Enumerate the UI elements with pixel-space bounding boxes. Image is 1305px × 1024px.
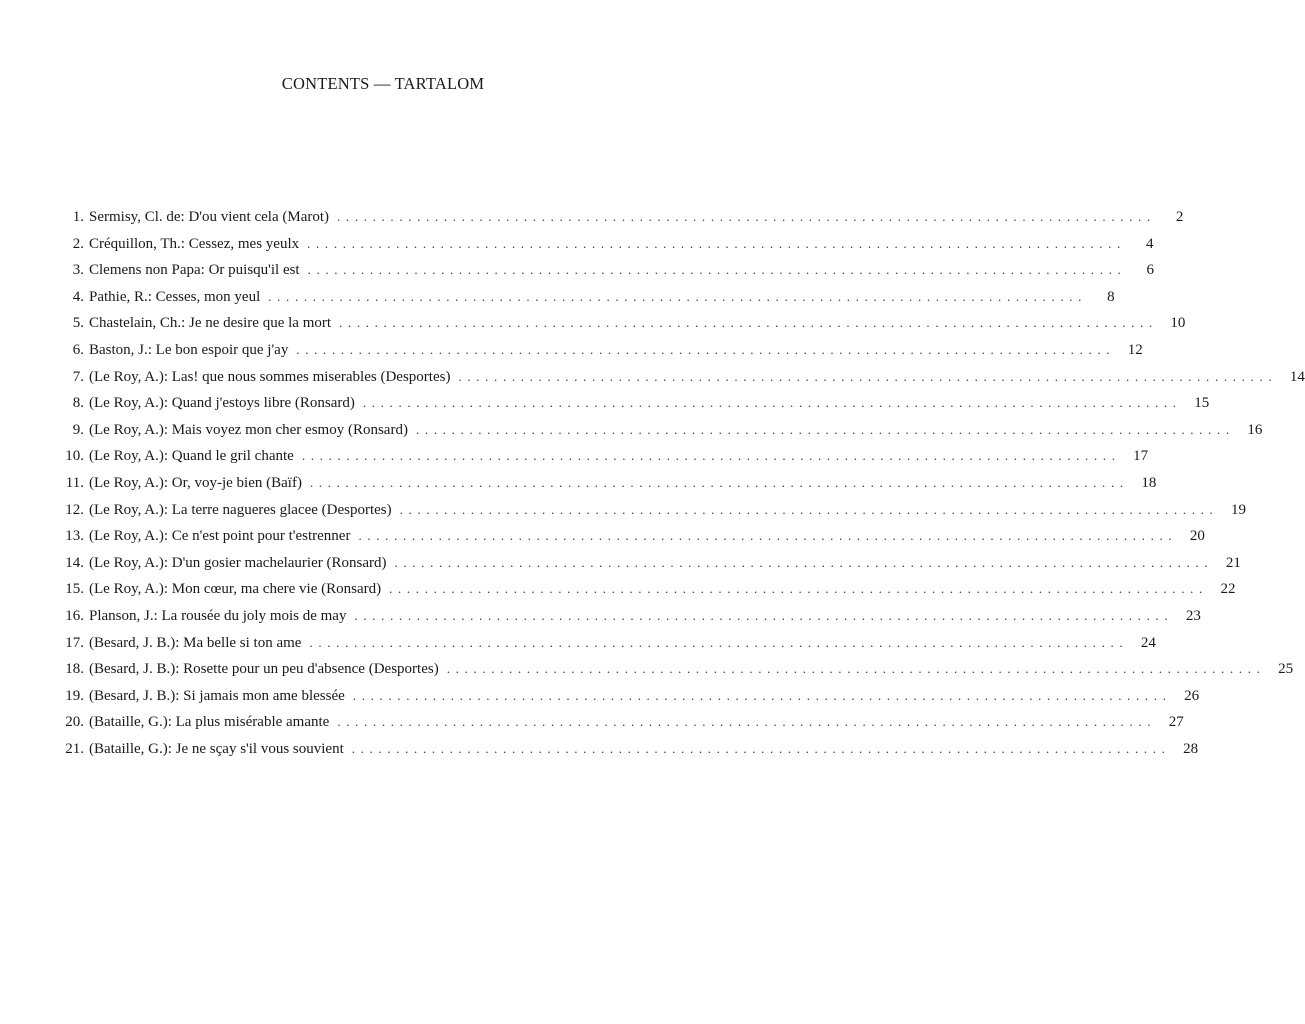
toc-entry (58, 341, 1143, 369)
toc-entry (58, 661, 1294, 688)
dot-leader: . . . . . . . . . . . . . . . . . . . . . . . . . . . . . . . . . . . . . . . . . . . . . . . . . . . . . . . . . . . . . . . . . . . . . . . . . . . . . . . . . . . . . . . . . . . . (337, 209, 1152, 224)
toc-entry-title: (Besard, J. B.): Ma belle si ton ame (89, 634, 302, 651)
dot-leader: . . . . . . . . . . . . . . . . . . . . . . . . . . . . . . . . . . . . . . . . . . . . . . . . . . . . . . . . . . . . . . . . . . . . . . . . . . . . . . . . . . . . . . . . . . . . (458, 368, 1273, 384)
dot-leader: . . . . . . . . . . . . . . . . . . . . . . . . . . . . . . . . . . . . . . . . . . . . . . . . . . . . . . . . . . . . . . . . . . . . . . . . . . . . . . . . . . . . . . . . . . . . (362, 395, 1178, 411)
dot-leader: . . . . . . . . . . . . . . . . . . . . . . . . . . . . . . . . . . . . . . . . . . . . . . . . . . . . . . . . . . . . . . . . . . . . . . . . . . . . . . . . . . . . . . . . . . . . (296, 341, 1111, 357)
toc-entry-number: 5. (72, 315, 84, 332)
toc-entry-title: Baston, J.: Le bon espoir que j'ay (89, 341, 289, 358)
toc-entry-number: 6. (72, 341, 84, 358)
toc-entry (58, 474, 1157, 502)
toc-entry-page-number: 22 (1220, 581, 1236, 598)
toc-entry-number: 18. (65, 661, 84, 678)
toc-entry (58, 714, 1184, 741)
toc-entry-title: Chastelain, Ch.: Je ne desire que la mort (89, 315, 332, 332)
toc-entry-page-number: 27 (1168, 714, 1184, 731)
toc-entry-number: 15. (65, 581, 84, 598)
toc-entry-page-number: 14 (1289, 368, 1305, 385)
toc-entry (58, 607, 1201, 635)
toc-entry-title: (Le Roy, A.): Ce n'est point pour t'estrenner (89, 528, 351, 545)
toc-entry-page-number: 12 (1127, 341, 1143, 358)
dot-leader: . . . . . . . . . . . . . . . . . . . . . . . . . . . . . . . . . . . . . . . . . . . . . . . . . . . . . . . . . . . . . . . . . . . . . . . . . . . . . . . . . . . . . . . . . . . . (358, 528, 1173, 544)
toc-entry-title: (Besard, J. B.): Rosette pour un peu d'absence (Desportes) (89, 661, 439, 678)
toc-entry (58, 209, 1184, 236)
toc-entry-page-number: 4 (1145, 235, 1154, 252)
toc-entry-number: 12. (65, 501, 84, 518)
toc-entry-number: 9. (72, 421, 84, 438)
toc-entry (58, 448, 1149, 475)
toc-entry-page-number: 17 (1133, 448, 1149, 465)
toc-entry-title: (Le Roy, A.): D'un gosier machelaurier (Ronsard) (89, 554, 387, 571)
toc-entry (58, 501, 1246, 529)
toc-entry-number: 16. (65, 607, 84, 624)
toc-entry-title: (Le Roy, A.): Quand le gril chante (89, 448, 294, 465)
toc-entry-title: (Le Roy, A.): Mais voyez mon cher esmoy (Ronsard) (89, 421, 408, 438)
toc-entry (58, 581, 1236, 608)
toc-entry (58, 687, 1200, 715)
toc-entry (58, 554, 1241, 582)
toc-entry-number: 13. (65, 528, 84, 545)
table-of-contents (58, 209, 1305, 767)
dot-leader: . . . . . . . . . . . . . . . . . . . . . . . . . . . . . . . . . . . . . . . . . . . . . . . . . . . . . . . . . . . . . . . . . . . . . . . . . . . . . . . . . . . . . . . . . . . . (268, 288, 1083, 304)
toc-entry-number: 8. (72, 395, 84, 412)
toc-entry-title: (Le Roy, A.): La terre nagueres glacee (Desportes) (89, 501, 392, 518)
toc-entry-page-number: 19 (1231, 501, 1246, 518)
toc-entry-number: 20. (65, 714, 84, 731)
toc-entry-number: 1. (72, 209, 84, 225)
dot-leader: . . . . . . . . . . . . . . . . . . . . . . . . . . . . . . . . . . . . . . . . . . . . . . . . . . . . . . . . . . . . . . . . . . . . . . . . . . . . . . . . . . . . . . . . . . . . (301, 448, 1117, 464)
toc-entry-page-number: 2 (1175, 209, 1184, 225)
dot-leader: . . . . . . . . . . . . . . . . . . . . . . . . . . . . . . . . . . . . . . . . . . . . . . . . . . . . . . . . . . . . . . . . . . . . . . . . . . . . . . . . . . . . . . . . . . . . (415, 421, 1231, 437)
toc-entry-page-number: 21 (1225, 554, 1241, 571)
toc-entry-title: (Besard, J. B.): Si jamais mon ame blessée (89, 687, 345, 704)
toc-entry (58, 368, 1305, 396)
toc-entry-title: Planson, J.: La rousée du joly mois de may (89, 607, 347, 624)
toc-entry (58, 262, 1154, 289)
dot-leader: . . . . . . . . . . . . . . . . . . . . . . . . . . . . . . . . . . . . . . . . . . . . . . . . . . . . . . . . . . . . . . . . . . . . . . . . . . . . . . . . . . . . . . . . . . . . (354, 607, 1169, 623)
toc-entry-page-number: 6 (1146, 262, 1154, 279)
dot-leader: . . . . . . . . . . . . . . . . . . . . . . . . . . . . . . . . . . . . . . . . . . . . . . . . . . . . . . . . . . . . . . . . . . . . . . . . . . . . . . . . . . . . . . . . . . . . (399, 501, 1214, 517)
toc-entry-title: (Le Roy, A.): Las! que nous sommes miserables (Desportes) (89, 368, 451, 385)
toc-entry (58, 634, 1156, 662)
toc-entry-title: (Bataille, G.): Je ne sçay s'il vous souvient (89, 740, 344, 757)
dot-leader: . . . . . . . . . . . . . . . . . . . . . . . . . . . . . . . . . . . . . . . . . . . . . . . . . . . . . . . . . . . . . . . . . . . . . . . . . . . . . . . . . . . . . . . . . . . . (352, 687, 1168, 703)
toc-entry (58, 288, 1115, 316)
toc-entry (58, 395, 1210, 422)
toc-entry-page-number: 18 (1141, 474, 1157, 491)
toc-entry-number: 10. (65, 448, 84, 465)
dot-leader: . . . . . . . . . . . . . . . . . . . . . . . . . . . . . . . . . . . . . . . . . . . . . . . . . . . . . . . . . . . . . . . . . . . . . . . . . . . . . . . . . . . . . . . . . . . . (389, 581, 1204, 597)
toc-entry-page-number: 10 (1170, 315, 1186, 332)
toc-entry-title: (Le Roy, A.): Mon cœur, ma chere vie (Ronsard) (89, 581, 382, 598)
dot-leader: . . . . . . . . . . . . . . . . . . . . . . . . . . . . . . . . . . . . . . . . . . . . . . . . . . . . . . . . . . . . . . . . . . . . . . . . . . . . . . . . . . . . . . . . . . . . (307, 262, 1122, 278)
toc-entry-page-number: 24 (1140, 634, 1156, 651)
toc-entry-page-number: 20 (1189, 528, 1205, 545)
toc-entry-number: 7. (72, 368, 84, 385)
toc-entry-title: (Bataille, G.): La plus misérable amante (89, 714, 330, 731)
toc-entry-title: Sermisy, Cl. de: D'ou vient cela (Marot) (89, 209, 330, 225)
toc-entry (58, 528, 1205, 555)
toc-entry-number: 21. (65, 740, 84, 757)
toc-entry-title: (Le Roy, A.): Quand j'estoys libre (Ronsard) (89, 395, 355, 412)
toc-entry-page-number: 28 (1183, 740, 1199, 757)
dot-leader: . . . . . . . . . . . . . . . . . . . . . . . . . . . . . . . . . . . . . . . . . . . . . . . . . . . . . . . . . . . . . . . . . . . . . . . . . . . . . . . . . . . . . . . . . . . . (351, 740, 1167, 756)
dot-leader: . . . . . . . . . . . . . . . . . . . . . . . . . . . . . . . . . . . . . . . . . . . . . . . . . . . . . . . . . . . . . . . . . . . . . . . . . . . . . . . . . . . . . . . . . . . . (337, 714, 1152, 730)
dot-leader: . . . . . . . . . . . . . . . . . . . . . . . . . . . . . . . . . . . . . . . . . . . . . . . . . . . . . . . . . . . . . . . . . . . . . . . . . . . . . . . . . . . . . . . . . . . . (309, 474, 1125, 490)
toc-entry-title: (Le Roy, A.): Or, voy-je bien (Baïf) (89, 474, 302, 491)
toc-entry-number: 14. (65, 554, 84, 571)
toc-entry-page-number: 25 (1278, 661, 1294, 678)
toc-entry (58, 235, 1154, 263)
toc-entry-number: 11. (65, 474, 84, 491)
toc-entry-number: 3. (72, 262, 84, 279)
toc-entry-page-number: 15 (1194, 395, 1210, 412)
toc-entry (58, 315, 1186, 342)
toc-entry-title: Pathie, R.: Cesses, mon yeul (89, 288, 261, 305)
dot-leader: . . . . . . . . . . . . . . . . . . . . . . . . . . . . . . . . . . . . . . . . . . . . . . . . . . . . . . . . . . . . . . . . . . . . . . . . . . . . . . . . . . . . . . . . . . . . (309, 634, 1124, 650)
toc-entry-page-number: 23 (1185, 607, 1201, 624)
toc-entry-page-number: 16 (1247, 421, 1263, 438)
toc-entry-title: Créquillon, Th.: Cessez, mes yeulx (89, 235, 300, 252)
toc-entry-number: 19. (65, 687, 84, 704)
page-title: CONTENTS — TARTALOM (281, 74, 485, 93)
toc-entry-title: Clemens non Papa: Or puisqu'il est (89, 262, 300, 279)
toc-entry (58, 740, 1199, 768)
toc-entry-page-number: 26 (1184, 687, 1200, 704)
toc-entry-number: 17. (65, 634, 84, 651)
toc-entry-number: 2. (72, 235, 84, 252)
toc-entry (58, 421, 1263, 449)
dot-leader: . . . . . . . . . . . . . . . . . . . . . . . . . . . . . . . . . . . . . . . . . . . . . . . . . . . . . . . . . . . . . . . . . . . . . . . . . . . . . . . . . . . . . . . . . . . . (394, 554, 1209, 570)
dot-leader: . . . . . . . . . . . . . . . . . . . . . . . . . . . . . . . . . . . . . . . . . . . . . . . . . . . . . . . . . . . . . . . . . . . . . . . . . . . . . . . . . . . . . . . . . . . . (446, 661, 1262, 677)
toc-entry-page-number: 8 (1107, 288, 1115, 305)
dot-leader: . . . . . . . . . . . . . . . . . . . . . . . . . . . . . . . . . . . . . . . . . . . . . . . . . . . . . . . . . . . . . . . . . . . . . . . . . . . . . . . . . . . . . . . . . . . . (307, 235, 1122, 251)
toc-entry-number: 4. (72, 288, 84, 305)
dot-leader: . . . . . . . . . . . . . . . . . . . . . . . . . . . . . . . . . . . . . . . . . . . . . . . . . . . . . . . . . . . . . . . . . . . . . . . . . . . . . . . . . . . . . . . . . . . . (339, 315, 1154, 331)
